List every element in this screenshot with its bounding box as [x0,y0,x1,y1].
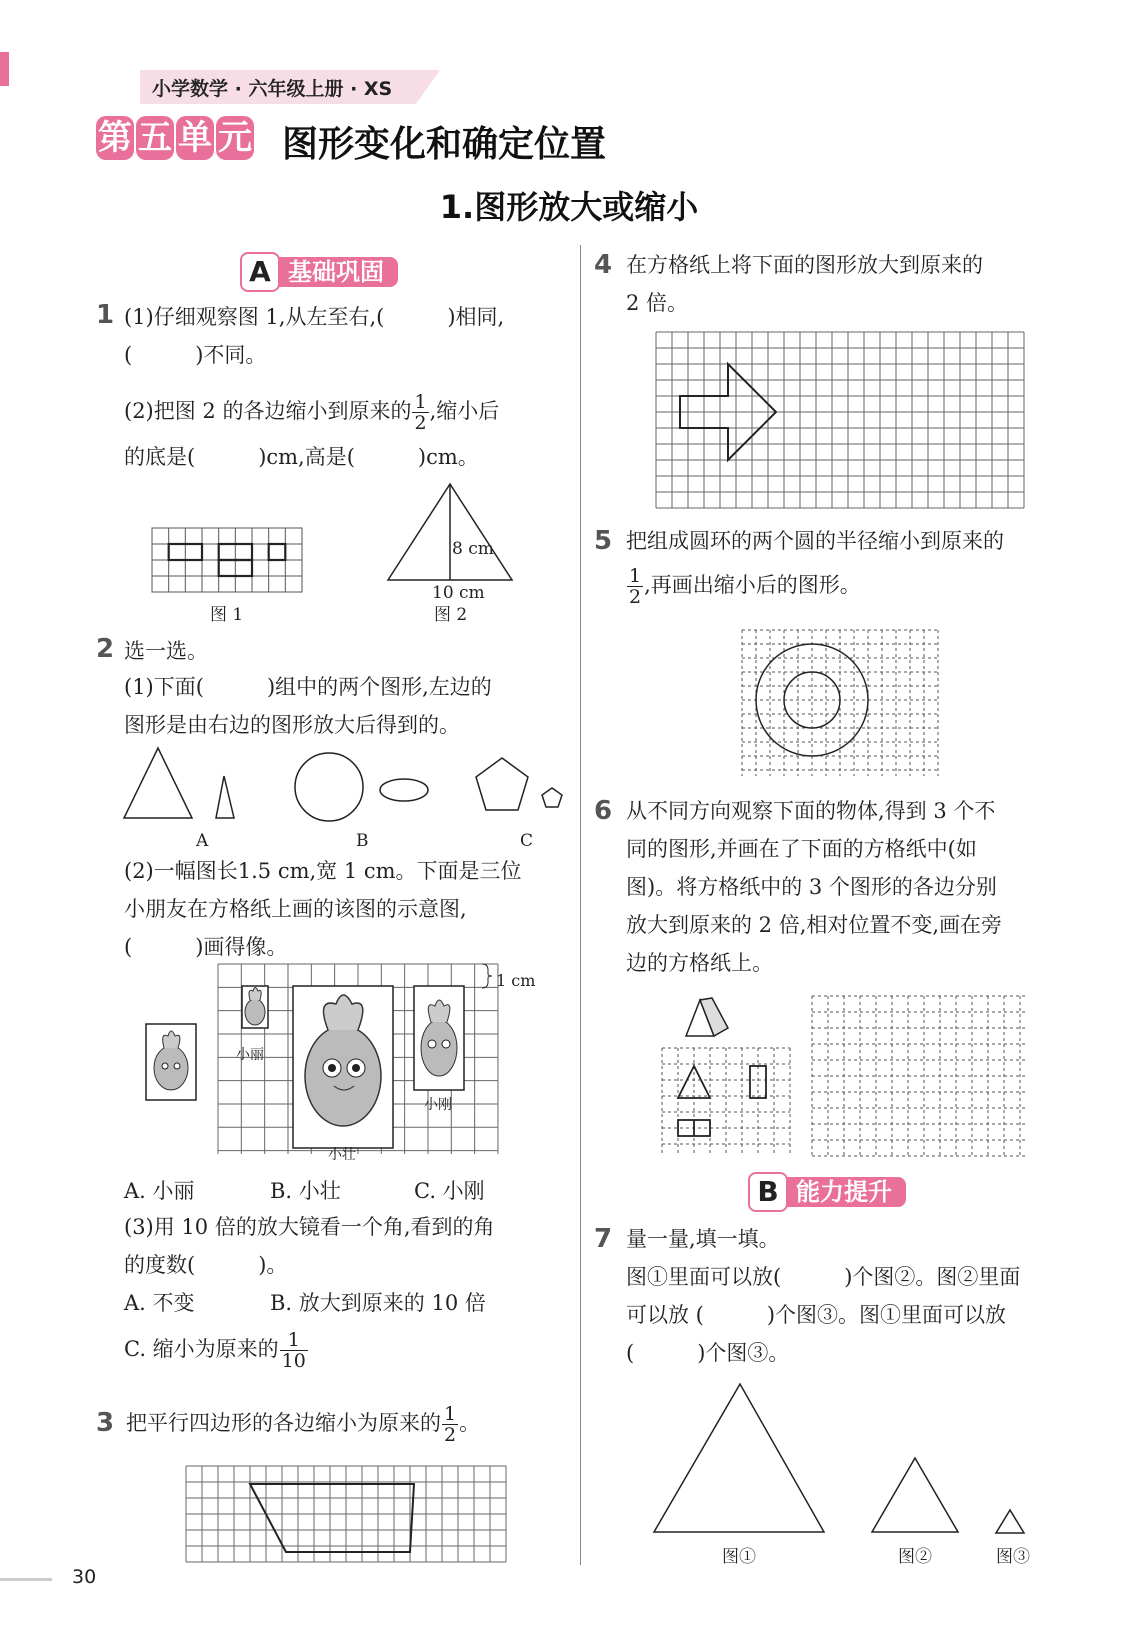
section-a-letter: A [240,252,280,292]
answer-grid [812,996,1030,1158]
q1-part2-text-a: (2)把图 2 的各边缩小到原来的 [124,399,412,423]
fraction-numerator: 1 [444,1403,457,1425]
column-divider [580,245,581,1565]
q1-part2-line1 [124,392,499,433]
footer-line [0,1578,52,1581]
q2-choice-a: A. 小丽 [124,1179,195,1203]
figure-2-height-label: 8 cm [452,539,494,559]
option-c-label: C [520,831,534,851]
q2-part3-option-c [124,1330,309,1371]
q2-choice-b: B. 小壮 [270,1179,341,1203]
q2-choice-c: C. 小刚 [414,1179,485,1203]
q5-line2-text: ,再画出缩小后的图形。 [644,573,861,597]
q2-part1-line1: (1)下面( )组中的两个图形,左边的 [124,675,492,699]
question-number: 2 [96,634,115,664]
question-number: 4 [594,250,613,280]
q6-line4: 放大到原来的 2 倍,相对位置不变,画在旁 [626,913,1003,937]
grid-scale-label: 1 cm [496,971,536,990]
q2-part3-option-c-text: C. 缩小为原来的 [124,1337,279,1361]
q2-part2-line2: 小朋友在方格纸上画的该图的示意图, [124,897,467,921]
q6-line2: 同的图形,并画在了下面的方格纸中(如 [626,837,977,861]
fraction-numerator: 1 [280,1330,308,1351]
q2-part2-line1: (2)一幅图长1.5 cm,宽 1 cm。下面是三位 [124,859,522,883]
fraction [412,392,428,433]
section-a-badge [240,252,398,292]
radish-xiaoli [242,986,268,1028]
figure-2-caption: 图 2 [434,605,468,625]
unit-badge-char: 五 [138,118,172,158]
views-grid [662,1048,790,1156]
parallelogram-grid [186,1466,508,1568]
radish-label-xiaogang: 小刚 [424,1097,452,1113]
unit-badge [96,116,254,166]
radish-xiaogang [414,986,464,1090]
figure-1-caption: 图① [722,1547,756,1567]
q3-text-main: 把平行四边形的各边缩小为原来的 [126,1411,441,1435]
q6-line5: 边的方格纸上。 [626,951,773,975]
unit-title: 图形变化和确定位置 [282,124,607,165]
option-a-label: A [196,831,209,851]
q2-part3-option-a: A. 不变 [124,1291,195,1315]
q2-part3-option-b: B. 放大到原来的 10 倍 [270,1291,486,1315]
q5-line2 [626,566,861,607]
q2-part2-line3: ( )画得像。 [124,935,288,959]
fraction [627,566,643,607]
unit-badge-char: 单 [178,118,212,158]
question-number: 3 [96,1408,115,1438]
q1-part1-line1: (1)仔细观察图 1,从左至右,( )相同, [124,305,505,329]
fraction-denominator: 10 [281,1350,306,1372]
figure-1-grid [152,528,304,594]
unit-badge-char: 第 [98,118,132,158]
q4-line1: 在方格纸上将下面的图形放大到原来的 [626,253,983,277]
figure-1-caption: 图 1 [210,605,244,625]
q2-part1-line2: 图形是由右边的图形放大后得到的。 [124,713,460,737]
unit-badge-char: 元 [218,118,252,158]
fraction-denominator: 2 [414,412,427,434]
page-number: 30 [72,1566,97,1588]
q3-text [126,1404,480,1445]
q7-line3: ( )个图③。 [626,1341,790,1365]
q1-part2-line2: 的底是( )cm,高是( )cm。 [124,445,479,469]
fraction-denominator: 2 [629,586,642,608]
lesson-title: 1.图形放大或缩小 [439,188,699,226]
question-number: 6 [594,796,613,826]
q7-intro: 量一量,填一填。 [626,1227,780,1251]
q4-line2: 2 倍。 [626,291,689,315]
question-number: 1 [96,300,115,330]
figure-2-base-label: 10 cm [432,583,485,603]
q2-part3-line1: (3)用 10 倍的放大镜看一个角,看到的角 [124,1215,495,1239]
q2-intro: 选一选。 [124,639,208,663]
q2-part3-line2: 的度数( )。 [124,1253,288,1277]
figure-3-caption: 图③ [996,1547,1030,1567]
option-a-triangles [124,748,240,820]
triangle-figure-2 [872,1458,960,1534]
fraction-numerator: 1 [629,565,642,587]
question-number: 5 [594,526,613,556]
page-edge-tab [0,52,9,86]
arrow-grid [656,332,1030,510]
section-b-letter: B [748,1172,788,1212]
fraction [442,1404,458,1445]
triangle-figure-3 [996,1510,1026,1534]
q6-line1: 从不同方向观察下面的物体,得到 3 个不 [626,799,996,823]
q1-part2-text-b: ,缩小后 [429,399,500,423]
fraction-numerator: 1 [414,391,427,413]
book-title: 小学数学 · 六年级上册 · XS [152,78,393,100]
section-b-name: 能力提升 [782,1177,906,1207]
q7-line2: 可以放 ( )个图③。图①里面可以放 [626,1303,1007,1327]
option-c-pentagons [474,758,570,820]
prism-object [684,998,734,1040]
question-number: 7 [594,1224,613,1254]
q6-line3: 图)。将方格纸中的 3 个图形的各边分别 [626,875,997,899]
radish-xiaozhuang [293,986,393,1148]
section-a-name: 基础巩固 [274,257,398,287]
option-b-circle-ellipse [294,752,434,822]
q5-line1: 把组成圆环的两个圆的半径缩小到原来的 [626,529,1004,553]
radish-picture-original [146,1024,196,1100]
radish-label-xiaozhuang: 小壮 [328,1147,356,1163]
radish-label-xiaoli: 小丽 [236,1047,264,1063]
section-b-badge [748,1172,906,1212]
figure-2-caption: 图② [898,1547,932,1567]
fraction [280,1330,308,1371]
q3-text-tail: 。 [459,1411,481,1435]
q1-part1-line2: ( )不同。 [124,343,267,367]
ring-grid [742,630,940,778]
triangle-figure-1 [654,1384,826,1534]
fraction-denominator: 2 [444,1424,457,1446]
option-b-label: B [356,831,369,851]
q7-line1: 图①里面可以放( )个图②。图②里面 [626,1265,1021,1289]
